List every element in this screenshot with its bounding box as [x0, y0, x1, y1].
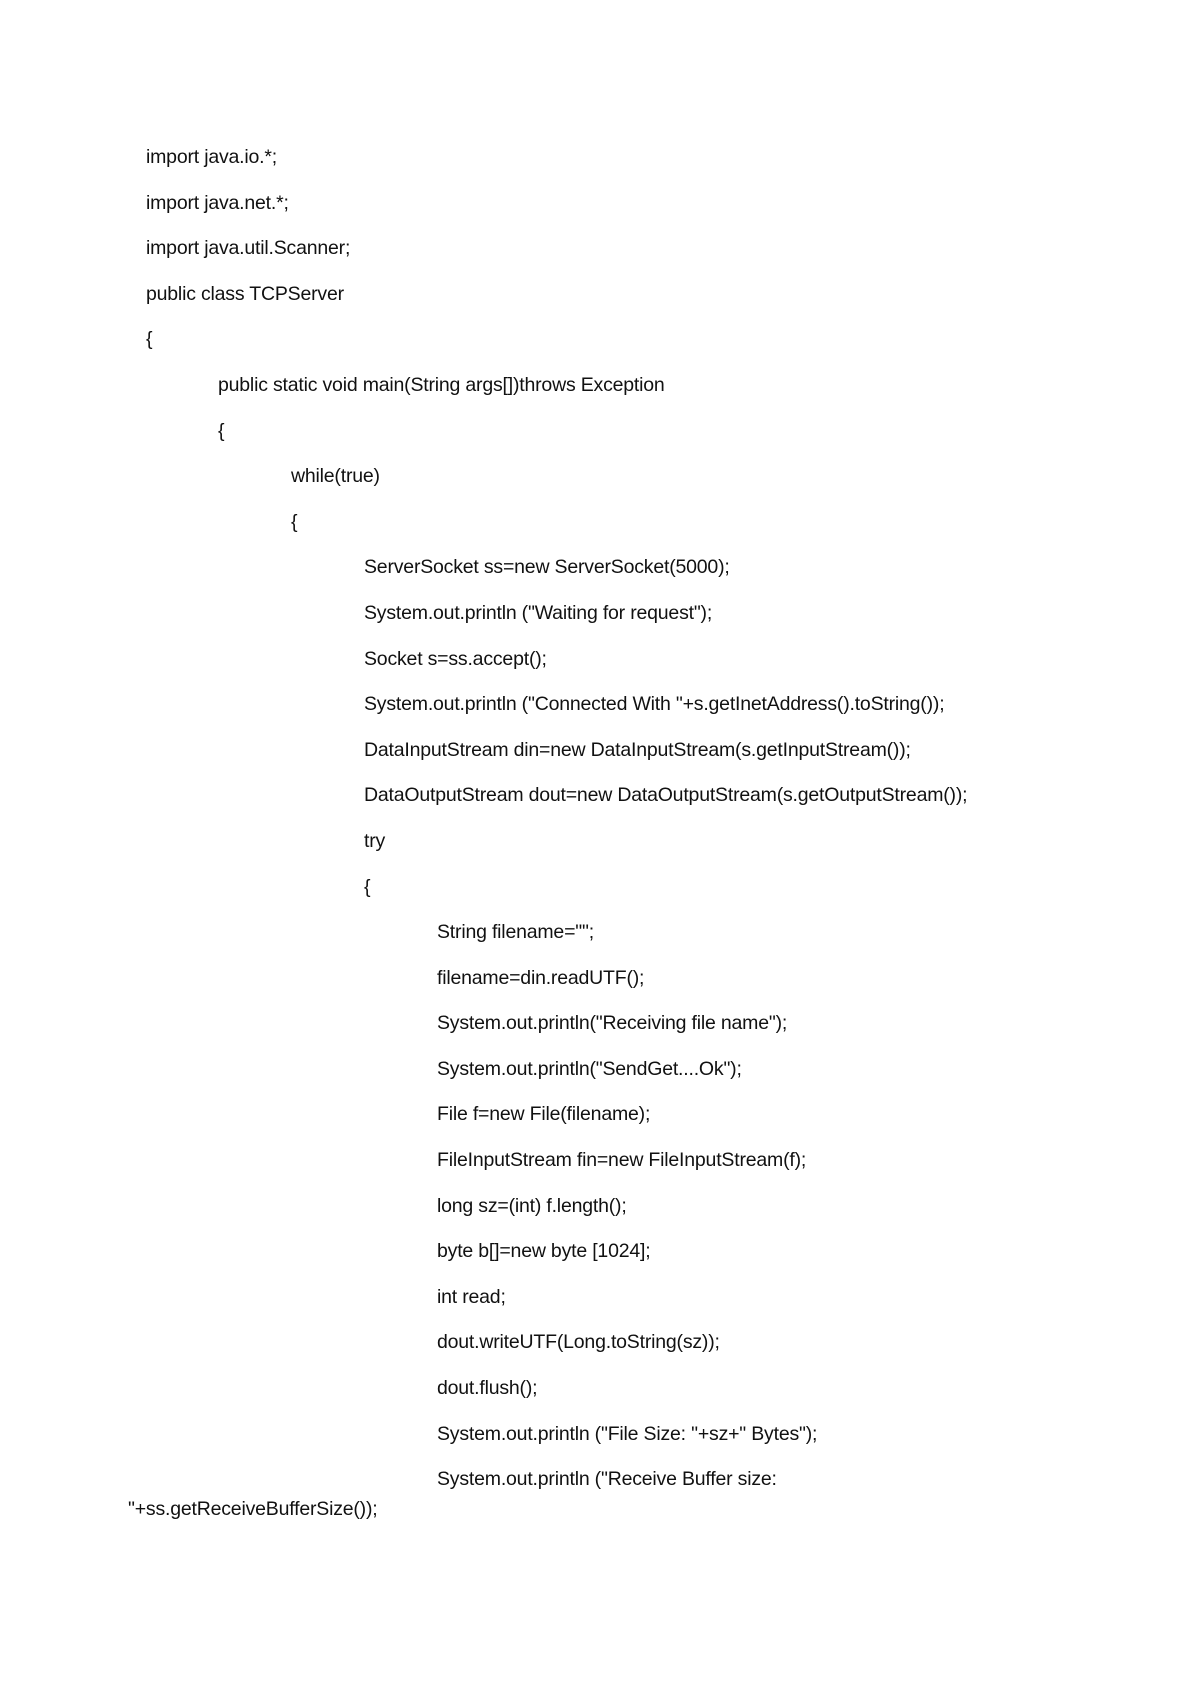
code-listing	[128, 142, 1076, 1524]
code-line: System.out.println ("File Size: "+sz+" Bytes");	[437, 1422, 818, 1445]
code-line: System.out.println ("Waiting for request");	[364, 601, 713, 624]
code-line: long sz=(int) f.length();	[437, 1194, 627, 1217]
code-line: Socket s=ss.accept();	[364, 647, 547, 670]
code-line: FileInputStream fin=new FileInputStream(f);	[437, 1149, 807, 1172]
code-line: dout.flush();	[437, 1377, 538, 1400]
code-line: {	[291, 510, 298, 533]
code-line: filename=din.readUTF();	[437, 966, 645, 989]
code-line: System.out.println ("Connected With "+s.getInetAddress().toString());	[364, 693, 945, 716]
code-line: int read;	[437, 1285, 506, 1308]
code-line: DataInputStream din=new DataInputStream(s.getInputStream());	[364, 738, 911, 761]
code-line: {	[146, 328, 153, 351]
code-line: import java.io.*;	[146, 146, 277, 168]
code-line: {	[364, 875, 371, 898]
code-line: import java.util.Scanner;	[146, 237, 351, 260]
code-line: public static void main(String args[])throws Exception	[218, 373, 665, 396]
code-line: System.out.println("Receiving file name");	[437, 1012, 788, 1035]
code-line: dout.writeUTF(Long.toString(sz));	[437, 1331, 720, 1354]
code-line: System.out.println("SendGet....Ok");	[437, 1057, 742, 1080]
code-line: public class TCPServer	[146, 282, 344, 305]
code-line: DataOutputStream dout=new DataOutputStream(s.getOutputStream());	[364, 784, 968, 807]
code-line: try	[364, 829, 386, 852]
code-line-continuation: "+ss.getReceiveBufferSize());	[128, 1498, 378, 1521]
code-line: ServerSocket ss=new ServerSocket(5000);	[364, 556, 730, 579]
code-line: byte b[]=new byte [1024];	[437, 1240, 651, 1263]
code-line: File f=new File(filename);	[437, 1103, 651, 1126]
code-line: {	[218, 419, 225, 442]
code-line: System.out.println ("Receive Buffer size:	[437, 1468, 777, 1491]
code-line: import java.net.*;	[146, 191, 289, 214]
code-line: String filename="";	[437, 921, 594, 944]
code-line: while(true)	[291, 465, 380, 488]
